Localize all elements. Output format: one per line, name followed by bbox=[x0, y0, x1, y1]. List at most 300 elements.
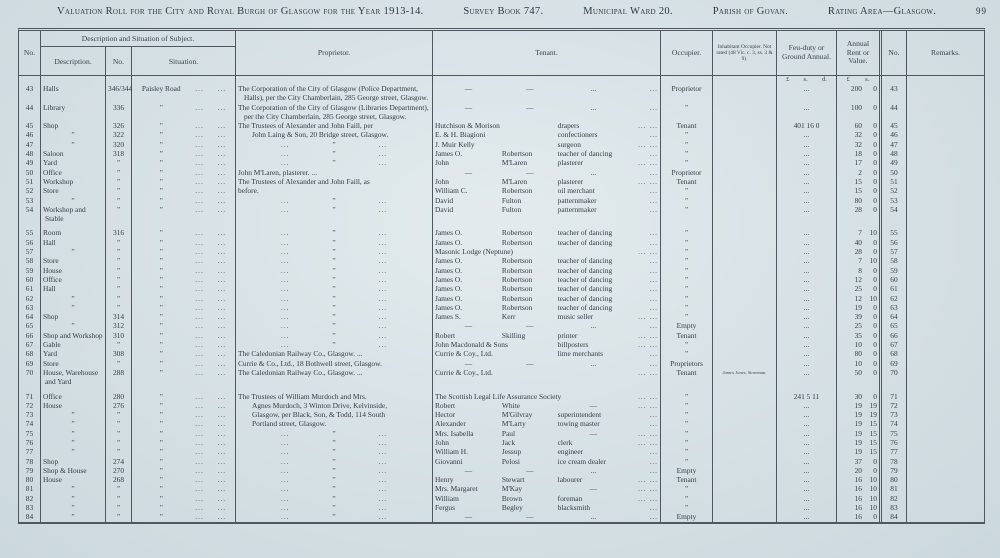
cell-occupier: ” bbox=[661, 284, 713, 293]
cell-desc-no: ” bbox=[106, 484, 132, 493]
cell-proprietor: ... ” ... bbox=[236, 275, 433, 284]
cell-no: 74 bbox=[19, 419, 41, 428]
cell-tenant: Currie & Coy., Ltd. ... ... bbox=[433, 368, 661, 387]
cell-proprietor: ... ” ... bbox=[236, 340, 433, 349]
cell-desc-no: ” bbox=[106, 410, 132, 419]
cell-tenant: Robert White — ... ... bbox=[433, 401, 661, 410]
cell-description: Halls bbox=[41, 84, 106, 103]
cell-remarks bbox=[907, 140, 984, 149]
cell-occupier: ” bbox=[661, 410, 713, 419]
cell-no: 68 bbox=[19, 349, 41, 358]
cell-desc-no: ” bbox=[106, 196, 132, 205]
cell-proprietor: The Trustees of Alexander and John Faill, as bbox=[236, 177, 433, 186]
table-row bbox=[19, 168, 984, 177]
cell-feu-duty: ... bbox=[777, 475, 837, 484]
cell-proprietor: ... ” ... bbox=[236, 312, 433, 321]
cell-description: ” bbox=[41, 419, 106, 428]
cell-desc-no: 308 bbox=[106, 349, 132, 358]
cell-situation: ” ... ... bbox=[132, 475, 236, 484]
cell-blank bbox=[661, 76, 713, 84]
title-rating-area: Rating Area—Glasgow. bbox=[827, 6, 937, 17]
cell-feu-duty: ... bbox=[777, 359, 837, 368]
cell-occupier: ” bbox=[661, 223, 713, 237]
cell-no: 67 bbox=[19, 340, 41, 349]
cell-inhabitant-occupier bbox=[713, 494, 777, 503]
cell-no: 80 bbox=[19, 475, 41, 484]
cell-inhabitant-occupier bbox=[713, 419, 777, 428]
cell-tenant: Mrs. Margaret M'Kay — ... ... bbox=[433, 484, 661, 493]
cell-desc-no: 322 bbox=[106, 130, 132, 139]
cell-inhabitant-occupier bbox=[713, 177, 777, 186]
cell-inhabitant-occupier bbox=[713, 103, 777, 122]
table-row bbox=[19, 121, 984, 130]
cell-no: 63 bbox=[19, 303, 41, 312]
cell-proprietor: ... ” ... bbox=[236, 475, 433, 484]
cell-annual-rent: 19 15 bbox=[837, 419, 882, 428]
cell-desc-no: ” bbox=[106, 186, 132, 195]
cell-inhabitant-occupier bbox=[713, 121, 777, 130]
cell-description: Shop & House bbox=[41, 466, 106, 475]
title-municipal-ward: Municipal Ward 20. bbox=[583, 6, 673, 17]
column-group-title: Description and Situation of Subject. bbox=[41, 31, 235, 47]
cell-feu-duty: ... bbox=[777, 438, 837, 447]
cell-inhabitant-occupier bbox=[713, 158, 777, 167]
cell-inhabitant-occupier bbox=[713, 186, 777, 195]
cell-occupier: ” bbox=[661, 275, 713, 284]
cell-tenant: John Macdonald & Sons billposters ... ... bbox=[433, 340, 661, 349]
cell-annual-rent: 19 15 bbox=[837, 438, 882, 447]
cell-feu-duty: ... bbox=[777, 140, 837, 149]
cell-no: 57 bbox=[19, 247, 41, 256]
cell-desc-no: ” bbox=[106, 205, 132, 224]
cell-tenant: John M'Laren plasterer ... ... bbox=[433, 177, 661, 186]
cell-no: 83 bbox=[19, 503, 41, 512]
cell-description: ” bbox=[41, 140, 106, 149]
cell-remarks bbox=[907, 512, 984, 521]
cell-tenant: Mrs. Isabella Paul — ... ... bbox=[433, 429, 661, 438]
cell-situation: ” ... ... bbox=[132, 331, 236, 340]
cell-inhabitant-occupier bbox=[713, 266, 777, 275]
cell-tenant: Hector M'Gilvray superintendent ... bbox=[433, 410, 661, 419]
cell-annual-rent: 80 0 bbox=[837, 196, 882, 205]
cell-description: Shop bbox=[41, 457, 106, 466]
cell-description: Yard bbox=[41, 349, 106, 358]
cell-situation: Paisley Road ... ... bbox=[132, 84, 236, 103]
cell-annual-rent: 12 10 bbox=[837, 294, 882, 303]
cell-occupier: Tenant bbox=[661, 177, 713, 186]
cell-situation: ” ... ... bbox=[132, 186, 236, 195]
cell-proprietor: ... ” ... bbox=[236, 466, 433, 475]
cell-annual-rent: 200 0 bbox=[837, 84, 882, 103]
valuation-table bbox=[18, 28, 985, 524]
cell-no: 66 bbox=[19, 331, 41, 340]
cell-remarks bbox=[907, 205, 984, 224]
cell-description: Hall bbox=[41, 238, 106, 247]
cell-no: 72 bbox=[19, 401, 41, 410]
cell-no-right: 56 bbox=[882, 238, 907, 247]
cell-feu-duty: ... bbox=[777, 447, 837, 456]
cell-blank bbox=[713, 76, 777, 84]
cell-proprietor: ... ” ... bbox=[236, 447, 433, 456]
cell-description: Room bbox=[41, 223, 106, 237]
cell-feu-duty: ... bbox=[777, 168, 837, 177]
cell-description: Shop and Workshop bbox=[41, 331, 106, 340]
cell-feu-duty: 241 5 11 bbox=[777, 387, 837, 401]
table-row bbox=[19, 284, 984, 293]
cell-desc-no: ” bbox=[106, 284, 132, 293]
cell-inhabitant-occupier bbox=[713, 447, 777, 456]
cell-no-right: 75 bbox=[882, 429, 907, 438]
cell-annual-rent: 30 0 bbox=[837, 387, 882, 401]
cell-proprietor: ... ” ... bbox=[236, 205, 433, 224]
cell-description: Shop bbox=[41, 121, 106, 130]
cell-remarks bbox=[907, 457, 984, 466]
cell-proprietor: The Corporation of the City of Glasgow (Police Department, Halls), per the City Chamberlain, 285 George street, Glasgow. bbox=[236, 84, 433, 103]
cell-proprietor: ... ” ... bbox=[236, 438, 433, 447]
cell-no-right: 66 bbox=[882, 331, 907, 340]
cell-no-right: 43 bbox=[882, 84, 907, 103]
cell-no: 52 bbox=[19, 186, 41, 195]
cell-situation: ” ... ... bbox=[132, 168, 236, 177]
cell-desc-no: 276 bbox=[106, 401, 132, 410]
cell-feu-duty: ... bbox=[777, 158, 837, 167]
cell-description: ” bbox=[41, 321, 106, 330]
cell-blank bbox=[882, 76, 907, 84]
cell-desc-no: 326 bbox=[106, 121, 132, 130]
table-body bbox=[19, 76, 984, 522]
cell-inhabitant-occupier bbox=[713, 247, 777, 256]
cell-desc-no: ” bbox=[106, 177, 132, 186]
cell-desc-no: ” bbox=[106, 303, 132, 312]
cell-no: 48 bbox=[19, 149, 41, 158]
cell-tenant: — — ... ... bbox=[433, 84, 661, 103]
cell-situation: ” ... ... bbox=[132, 457, 236, 466]
cell-situation: ” ... ... bbox=[132, 401, 236, 410]
cell-no-right: 55 bbox=[882, 223, 907, 237]
table-row bbox=[19, 466, 984, 475]
cell-proprietor: ... ” ... bbox=[236, 149, 433, 158]
cell-situation: ” ... ... bbox=[132, 494, 236, 503]
cell-no-right: 72 bbox=[882, 401, 907, 410]
cell-tenant: — — ... ... bbox=[433, 103, 661, 122]
cell-description: ” bbox=[41, 503, 106, 512]
cell-inhabitant-occupier bbox=[713, 275, 777, 284]
cell-no-right: 44 bbox=[882, 103, 907, 122]
cell-occupier: Proprietor bbox=[661, 168, 713, 177]
table-row bbox=[19, 294, 984, 303]
cell-desc-no: ” bbox=[106, 294, 132, 303]
cell-situation: ” ... ... bbox=[132, 321, 236, 330]
cell-feu-duty: ... bbox=[777, 275, 837, 284]
cell-proprietor: ... ” ... bbox=[236, 331, 433, 340]
cell-inhabitant-occupier bbox=[713, 130, 777, 139]
cell-inhabitant-occupier bbox=[713, 484, 777, 493]
cell-occupier: ” bbox=[661, 130, 713, 139]
cell-annual-rent: 18 0 bbox=[837, 149, 882, 158]
cell-proprietor: ... ” ... bbox=[236, 321, 433, 330]
cell-description: ” bbox=[41, 494, 106, 503]
cell-desc-no: ” bbox=[106, 247, 132, 256]
cell-inhabitant-occupier bbox=[713, 429, 777, 438]
cell-description: Workshop bbox=[41, 177, 106, 186]
cell-no: 78 bbox=[19, 457, 41, 466]
cell-description: Hall bbox=[41, 284, 106, 293]
cell-inhabitant-occupier bbox=[713, 438, 777, 447]
cell-no-right: 60 bbox=[882, 275, 907, 284]
table-row bbox=[19, 205, 984, 224]
cell-annual-rent: 100 0 bbox=[837, 103, 882, 122]
cell-annual-rent: 32 0 bbox=[837, 130, 882, 139]
cell-description: Yard bbox=[41, 158, 106, 167]
cell-annual-rent: 15 0 bbox=[837, 186, 882, 195]
cell-tenant: Hutchison & Morison drapers ... ... bbox=[433, 121, 661, 130]
cell-situation: ” ... ... bbox=[132, 103, 236, 122]
cell-remarks bbox=[907, 186, 984, 195]
cell-occupier: ” bbox=[661, 484, 713, 493]
cell-tenant: — — ... ... bbox=[433, 321, 661, 330]
cell-feu-duty: ... bbox=[777, 103, 837, 122]
cell-no-right: 45 bbox=[882, 121, 907, 130]
cell-remarks bbox=[907, 410, 984, 419]
cell-desc-no: 320 bbox=[106, 140, 132, 149]
cell-desc-no: 316 bbox=[106, 223, 132, 237]
cell-occupier: ” bbox=[661, 457, 713, 466]
cell-occupier: ” bbox=[661, 205, 713, 224]
cell-description: Gable bbox=[41, 340, 106, 349]
cell-remarks bbox=[907, 331, 984, 340]
cell-tenant: — — ... ... bbox=[433, 359, 661, 368]
cell-proprietor: Glasgow, per Black, Son, & Todd, 114 South bbox=[236, 410, 433, 419]
cell-no: 81 bbox=[19, 484, 41, 493]
cell-proprietor: ... ” ... bbox=[236, 284, 433, 293]
table-row bbox=[19, 103, 984, 122]
cell-inhabitant-occupier bbox=[713, 205, 777, 224]
column-header-situation: Situation. bbox=[168, 56, 199, 66]
cell-description: ” bbox=[41, 429, 106, 438]
title-parish: Parish of Govan. bbox=[712, 6, 789, 17]
cell-annual-rent: 28 0 bbox=[837, 205, 882, 224]
cell-no: 76 bbox=[19, 438, 41, 447]
table-row-units bbox=[19, 76, 984, 84]
cell-situation: ” ... ... bbox=[132, 294, 236, 303]
cell-annual-rent: 19 0 bbox=[837, 303, 882, 312]
cell-description: ” bbox=[41, 438, 106, 447]
cell-occupier: ” bbox=[661, 494, 713, 503]
cell-proprietor: John Laing & Son, 20 Bridge street, Glasgow. bbox=[236, 130, 433, 139]
cell-remarks bbox=[907, 130, 984, 139]
cell-occupier: ” bbox=[661, 238, 713, 247]
cell-blank bbox=[41, 76, 106, 84]
cell-remarks bbox=[907, 266, 984, 275]
cell-annual-rent: 19 15 bbox=[837, 447, 882, 456]
cell-remarks bbox=[907, 484, 984, 493]
cell-description: House bbox=[41, 401, 106, 410]
cell-description: Workshop and Stable bbox=[41, 205, 106, 224]
cell-no: 77 bbox=[19, 447, 41, 456]
cell-situation: ” ... ... bbox=[132, 340, 236, 349]
cell-description: ” bbox=[41, 512, 106, 521]
cell-no-right: 83 bbox=[882, 503, 907, 512]
cell-description: Store bbox=[41, 359, 106, 368]
table-row bbox=[19, 149, 984, 158]
table-row bbox=[19, 266, 984, 275]
page-title: Valuation Roll for the City and Royal Burgh of Glasgow for the Year 1913-14. bbox=[57, 6, 424, 17]
cell-inhabitant-occupier bbox=[713, 466, 777, 475]
cell-annual-rent: 50 0 bbox=[837, 368, 882, 387]
cell-tenant: John Jack clerk ... ... bbox=[433, 438, 661, 447]
table-row bbox=[19, 140, 984, 149]
cell-feu-duty: ... bbox=[777, 186, 837, 195]
column-header-no-right: No. bbox=[882, 31, 907, 75]
cell-occupier: ” bbox=[661, 340, 713, 349]
cell-desc-no: ” bbox=[106, 168, 132, 177]
cell-desc-no: ” bbox=[106, 359, 132, 368]
cell-annual-rent: 19 15 bbox=[837, 429, 882, 438]
cell-occupier: ” bbox=[661, 247, 713, 256]
cell-feu-duty: ... bbox=[777, 238, 837, 247]
cell-tenant: James O. Robertson teacher of dancing ... bbox=[433, 266, 661, 275]
cell-annual-rent: 40 0 bbox=[837, 238, 882, 247]
cell-situation: ” ... ... bbox=[132, 140, 236, 149]
cell-tenant: Henry Stewart labourer ... ... bbox=[433, 475, 661, 484]
cell-no-right: 63 bbox=[882, 303, 907, 312]
cell-annual-rent: 25 0 bbox=[837, 321, 882, 330]
cell-feu-duty: ... bbox=[777, 512, 837, 521]
table-row bbox=[19, 247, 984, 256]
cell-occupier: ” bbox=[661, 140, 713, 149]
title-survey-book: Survey Book 747. bbox=[463, 6, 544, 17]
cell-inhabitant-occupier bbox=[713, 84, 777, 103]
cell-feu-duty: ... bbox=[777, 331, 837, 340]
cell-desc-no: ” bbox=[106, 158, 132, 167]
column-header-tenant: Tenant. bbox=[433, 31, 661, 75]
cell-tenant: James O. Robertson teacher of dancing ... bbox=[433, 294, 661, 303]
cell-situation: ” ... ... bbox=[132, 512, 236, 521]
cell-remarks bbox=[907, 247, 984, 256]
cell-tenant: William Brown foreman ... ... bbox=[433, 494, 661, 503]
cell-no: 60 bbox=[19, 275, 41, 284]
cell-feu-duty: ... bbox=[777, 256, 837, 265]
cell-feu-duty: ... bbox=[777, 205, 837, 224]
table-header bbox=[19, 31, 984, 76]
cell-no-right: 53 bbox=[882, 196, 907, 205]
table-row bbox=[19, 475, 984, 484]
cell-occupier: ” bbox=[661, 266, 713, 275]
cell-tenant: James O. Robertson teacher of dancing ... bbox=[433, 284, 661, 293]
cell-occupier: ” bbox=[661, 303, 713, 312]
cell-feu-duty: ... bbox=[777, 419, 837, 428]
cell-feu-duty: ... bbox=[777, 84, 837, 103]
cell-situation: ” ... ... bbox=[132, 349, 236, 358]
cell-proprietor: ... ” ... bbox=[236, 303, 433, 312]
cell-remarks bbox=[907, 419, 984, 428]
cell-no: 71 bbox=[19, 387, 41, 401]
cell-tenant: Robert Skilling printer ... ... bbox=[433, 331, 661, 340]
column-group-subheaders bbox=[41, 47, 235, 75]
cell-inhabitant-occupier bbox=[713, 196, 777, 205]
table-row bbox=[19, 401, 984, 410]
cell-no: 59 bbox=[19, 266, 41, 275]
cell-occupier: ” bbox=[661, 294, 713, 303]
cell-no: 46 bbox=[19, 130, 41, 139]
cell-situation: ” ... ... bbox=[132, 177, 236, 186]
cell-inhabitant-occupier bbox=[713, 303, 777, 312]
cell-inhabitant-occupier bbox=[713, 340, 777, 349]
cell-remarks bbox=[907, 294, 984, 303]
cell-no: 64 bbox=[19, 312, 41, 321]
cell-annual-rent: 15 0 bbox=[837, 177, 882, 186]
cell-no-right: 54 bbox=[882, 205, 907, 224]
cell-desc-no: 314 bbox=[106, 312, 132, 321]
cell-feu-duty: ... bbox=[777, 196, 837, 205]
cell-tenant: Fergus Begley blacksmith ... bbox=[433, 503, 661, 512]
cell-remarks bbox=[907, 340, 984, 349]
cell-annual-rent: 32 0 bbox=[837, 140, 882, 149]
cell-occupier: ” bbox=[661, 158, 713, 167]
cell-feu-duty: ... bbox=[777, 457, 837, 466]
cell-feu-duty: ... bbox=[777, 503, 837, 512]
column-header-desc-no: No. bbox=[106, 47, 132, 75]
cell-occupier: Tenant bbox=[661, 121, 713, 130]
cell-remarks bbox=[907, 284, 984, 293]
cell-remarks bbox=[907, 494, 984, 503]
cell-occupier: Tenant bbox=[661, 475, 713, 484]
cell-proprietor: ... ” ... bbox=[236, 494, 433, 503]
cell-desc-no: ” bbox=[106, 419, 132, 428]
table-row bbox=[19, 359, 984, 368]
cell-tenant: — — ... ... bbox=[433, 512, 661, 521]
cell-no: 44 bbox=[19, 103, 41, 122]
cell-remarks bbox=[907, 303, 984, 312]
cell-remarks bbox=[907, 196, 984, 205]
cell-tenant: Giovanni Pelosi ice cream dealer ... bbox=[433, 457, 661, 466]
cell-occupier: ” bbox=[661, 419, 713, 428]
cell-description: ” bbox=[41, 303, 106, 312]
cell-no: 58 bbox=[19, 256, 41, 265]
cell-situation: ” ... ... bbox=[132, 447, 236, 456]
cell-rent-units: £ s. bbox=[837, 76, 882, 84]
cell-occupier: Proprietor bbox=[661, 84, 713, 103]
cell-situation: ” ... ... bbox=[132, 503, 236, 512]
cell-proprietor: ... ” ... bbox=[236, 238, 433, 247]
cell-inhabitant-occupier bbox=[713, 475, 777, 484]
cell-annual-rent: 19 19 bbox=[837, 401, 882, 410]
cell-no: 62 bbox=[19, 294, 41, 303]
cell-description: Store bbox=[41, 256, 106, 265]
cell-tenant: — — ... ... bbox=[433, 168, 661, 177]
table-row bbox=[19, 410, 984, 419]
cell-situation: ” ... ... bbox=[132, 238, 236, 247]
cell-tenant: Alexander M'Larty towing master ... bbox=[433, 419, 661, 428]
cell-no: 61 bbox=[19, 284, 41, 293]
table-row bbox=[19, 340, 984, 349]
cell-feu-duty: ... bbox=[777, 149, 837, 158]
cell-desc-no: 268 bbox=[106, 475, 132, 484]
cell-no: 82 bbox=[19, 494, 41, 503]
cell-feu-duty: ... bbox=[777, 368, 837, 387]
cell-tenant: David Fulton patternmaker ... bbox=[433, 205, 661, 224]
cell-situation: ” ... ... bbox=[132, 205, 236, 224]
cell-situation: ” ... ... bbox=[132, 121, 236, 130]
cell-proprietor: Currie & Co., Ltd., 18 Bothwell street, Glasgow. bbox=[236, 359, 433, 368]
cell-no-right: 77 bbox=[882, 447, 907, 456]
cell-desc-no: ” bbox=[106, 256, 132, 265]
cell-proprietor: John M'Laren, plasterer. ... bbox=[236, 168, 433, 177]
cell-no: 56 bbox=[19, 238, 41, 247]
cell-proprietor: ... ” ... bbox=[236, 429, 433, 438]
cell-desc-no: 336 bbox=[106, 103, 132, 122]
cell-proprietor: ... ” ... bbox=[236, 484, 433, 493]
